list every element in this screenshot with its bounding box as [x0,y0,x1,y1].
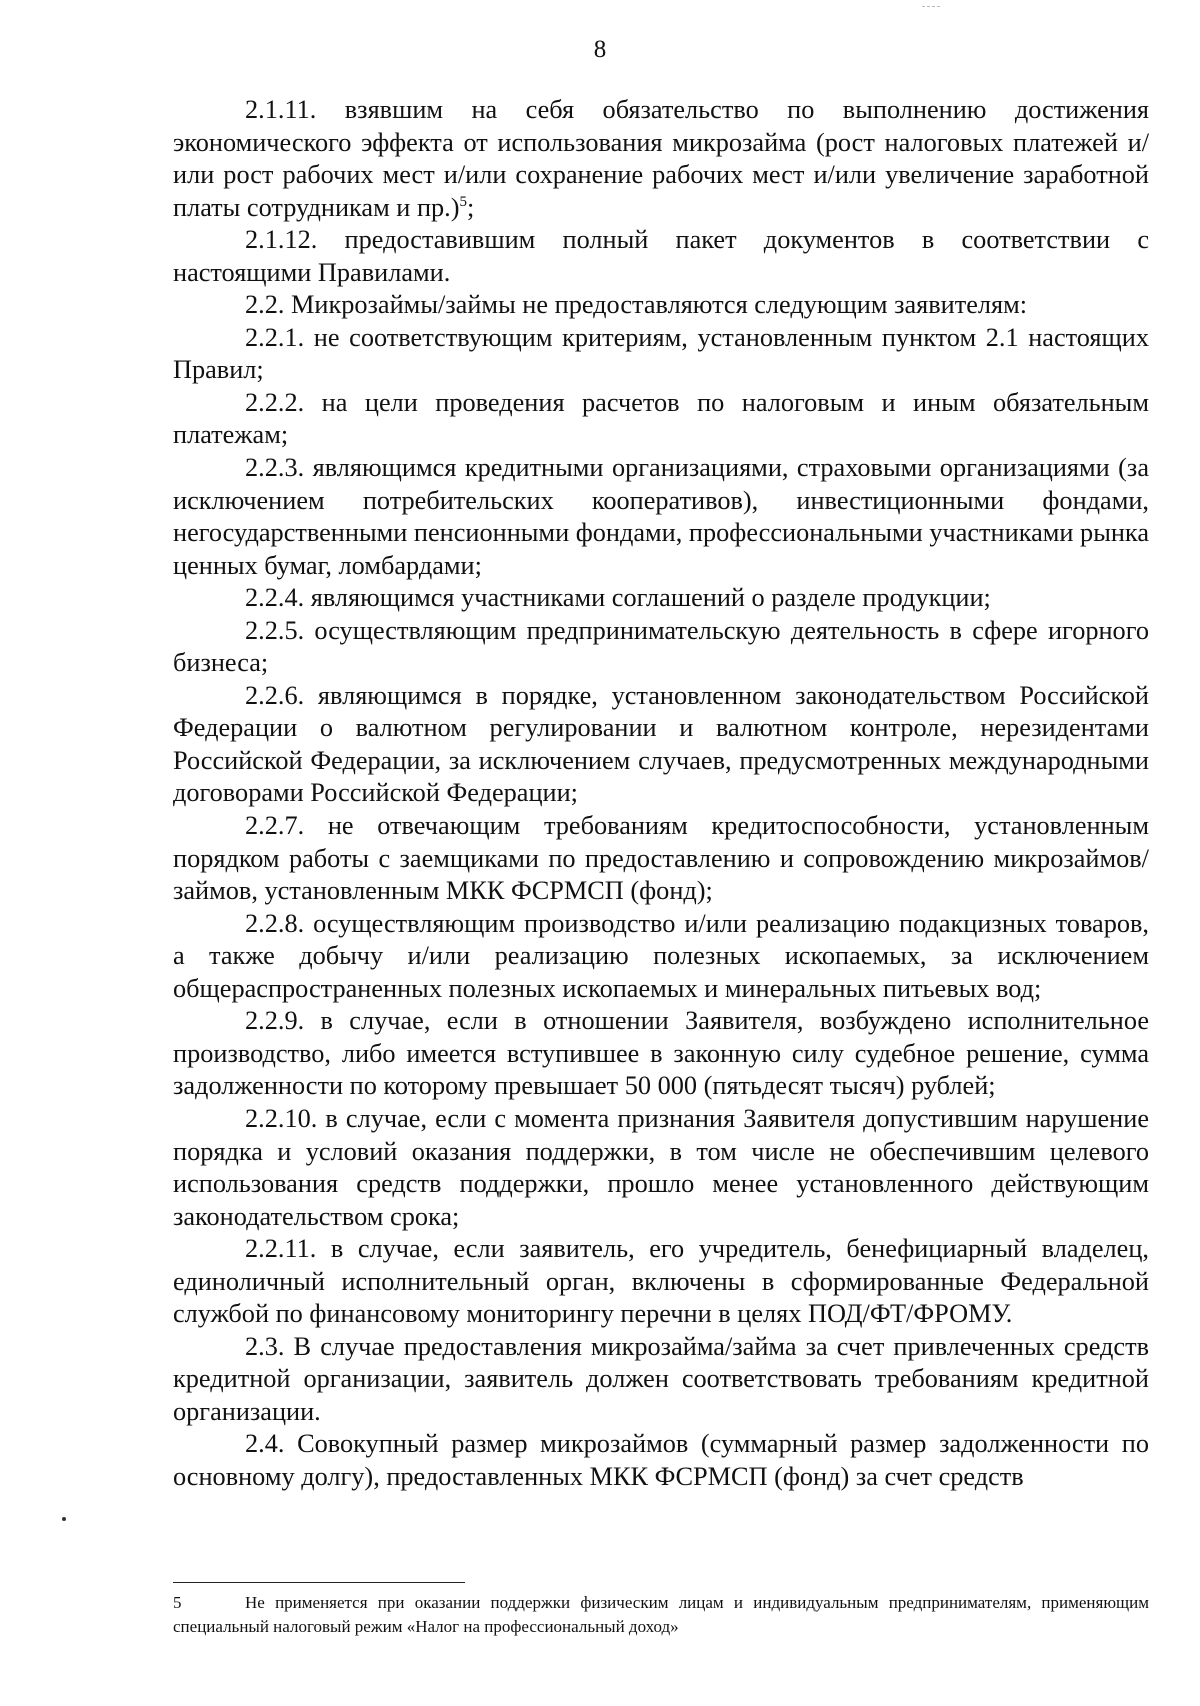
scan-artifact [922,6,940,7]
paragraph-2-2-10: 2.2.10. в случае, если с момента признания Заявителя допустившим нарушение порядка и условий оказания поддержки, в том числе не обеспечившим целевого использования средств поддержки, прошло менее установленного действующим законодательством срока; [173,1103,1149,1231]
paragraph-2-2-11: 2.2.11. в случае, если заявитель, его учредитель, бенефициарный владелец, единоличный исполнительный орган, включены в сформированные Федеральной службой по финансовому мониторингу перечни в целях ПОД/ФТ/ФРОМУ. [173,1234,1149,1329]
footnote-reference: 5 [459,193,467,210]
paragraph-2-2-9: 2.2.9. в случае, если в отношении Заявителя, возбуждено исполнительное производство, либо имеется вступившее в законную силу судебное решение, сумма задолженности по которому превышает 50 000 (пятьдесят тысяч) рублей; [173,1006,1149,1101]
footnote-text: Не применяется при оказании поддержки физическим лицам и индивидуальным предпринимателям, применяющим специальный налоговый режим «Налог на профессиональный доход» [173,1593,1149,1636]
paragraph-2-2-3: 2.2.3. являющимся кредитными организациями, страховыми организациями (за исключением потребительских кооперативов), инвестиционными фондами, негосударственными пенсионными фондами, профессиональными участниками рынка ценных бумаг, ломбардами; [173,453,1149,580]
paragraph-text: 2.1.11. взявшим на себя обязательство по выполнению достижения экономического эффекта от использования микрозайма (рост налоговых платежей и/или рост рабочих мест и/или сохранение рабочих мест и/или увеличение заработной платы сотрудникам и пр.) [173,95,1149,222]
footnote-number: 5 [173,1593,182,1612]
paragraph-2-2-6: 2.2.6. являющимся в порядке, установленном законодательством Российской Федерации о валютном регулировании и валютном контроле, нерезидентами Российской Федерации, за исключением случаев, предусмотренных международными договорами Российской Федерации; [173,680,1149,808]
footnote [173,1591,1149,1639]
body-text [173,94,1149,1494]
paragraph-2-2-1: 2.2.1. не соответствующим критериям, установленным пунктом 2.1 настоящих Правил; [173,322,1149,385]
paragraph-2-4: 2.4. Совокупный размер микрозаймов (суммарный размер задолженности по основному долгу), предоставленных МКК ФСРМСП (фонд) за счет средств [173,1429,1149,1491]
paragraph-2-1-12: 2.1.12. предоставившим полный пакет документов в соответствии с настоящими Правилами. [173,225,1149,287]
paragraph-tail: ; [467,192,475,222]
paragraph-2-2-5: 2.2.5. осуществляющим предпринимательскую деятельность в сфере игорного бизнеса; [173,615,1149,678]
paragraph-2-2: 2.2. Микрозаймы/займы не предоставляются следующим заявителям: [245,290,1028,320]
paragraph-2-2-2: 2.2.2. на цели проведения расчетов по налоговым и иным обязательным платежам; [173,387,1149,450]
paragraph-2-2-7: 2.2.7. не отвечающим требованиям кредитоспособности, установленным порядком работы с заемщиками по предоставлению и сопровождению микрозаймов/займов, установленным МКК ФСРМСП (фонд); [173,811,1149,906]
paragraph-2-3: 2.3. В случае предоставления микрозайма/займа за счет привлеченных средств кредитной организации, заявитель должен соответствовать требованиям кредитной организации. [173,1331,1149,1426]
paragraph-2-2-4: 2.2.4. являющимся участниками соглашений о разделе продукции; [245,583,991,613]
page-number: 8 [593,36,607,63]
paragraph-2-1-11 [173,94,1149,224]
paragraph-2-2-8: 2.2.8. осуществляющим производство и/или реализацию подакцизных товаров, а также добычу и/или реализацию полезных ископаемых, за исключением общераспространенных полезных ископаемых и минеральных питьевых вод; [173,908,1149,1003]
margin-dot [62,1517,66,1521]
footnote-separator [173,1582,465,1583]
